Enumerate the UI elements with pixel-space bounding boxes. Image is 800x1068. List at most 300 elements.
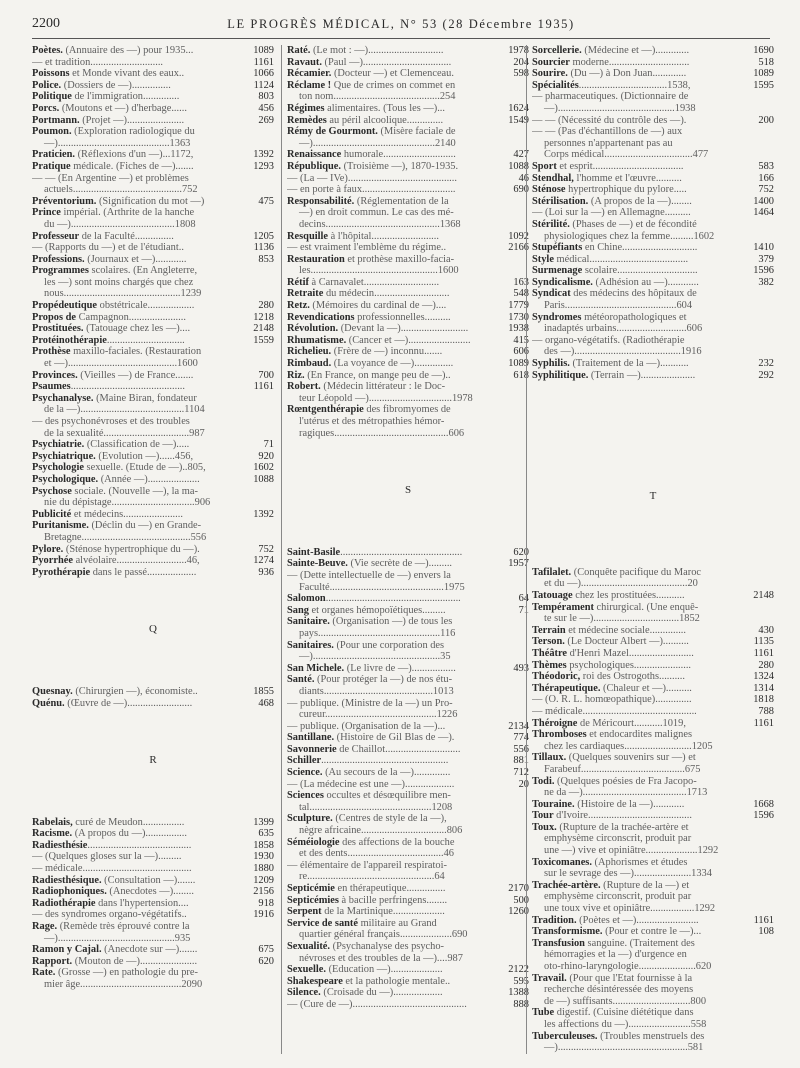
entry-description: des fibromyomes de (363, 404, 451, 416)
entry-text (287, 335, 511, 347)
entry-line (532, 880, 774, 892)
entry-line (532, 915, 774, 927)
entry-text (532, 358, 756, 370)
index-entry (532, 602, 774, 625)
entry-line (532, 660, 774, 672)
entry-continuation: ne da —)........................................1713 (544, 787, 708, 799)
entry-description: et médecins....................... (71, 508, 183, 520)
section-letter: T (649, 490, 657, 503)
entry-page-number: 1161 (753, 914, 774, 926)
entry-heading: San Michele. (287, 662, 345, 674)
entry-continuation: nègre africaine.................................806 (299, 825, 463, 837)
entry-description: — publique. (Organisation de la —)... (287, 720, 446, 732)
entry-description: — des psychonévroses et des troubles (32, 416, 190, 427)
entry-line (287, 335, 529, 347)
entry-page-number: 788 (758, 705, 774, 717)
entry-page-number: 606 (513, 346, 529, 358)
entry-line (532, 219, 774, 231)
entry-heading: Sténose (532, 184, 566, 196)
entry-line (32, 45, 274, 57)
index-entry (532, 729, 774, 752)
entry-description: roi des Ostrogoths.......... (580, 671, 685, 683)
entry-text (532, 776, 774, 788)
entry-text (532, 590, 751, 602)
entry-text (532, 288, 774, 300)
entry-text (32, 474, 251, 486)
entry-line (32, 898, 274, 910)
entry-heading: Propos de (32, 311, 76, 323)
entry-page-number: 1596 (753, 810, 774, 822)
index-entry (32, 686, 274, 698)
entry-continuation: de —) suffisants..............................800 (544, 995, 707, 1007)
entry-text (532, 752, 774, 764)
index-entry (532, 265, 774, 277)
entry-heading: Sport (532, 160, 557, 172)
entry-description: alimentaires. (Tous les —)... (324, 102, 445, 114)
index-entry (32, 698, 274, 710)
entry-page-number: 2156 (253, 886, 274, 898)
index-entry (32, 68, 274, 80)
entry-description: à l'hôpital.......................... (328, 230, 439, 242)
entry-heading: Psychologie (32, 462, 84, 474)
entry-heading: Syndicat (532, 288, 571, 300)
entry-line (287, 605, 529, 617)
entry-text (532, 567, 774, 579)
entry-page-number: 1135 (753, 636, 774, 648)
entry-line (532, 335, 774, 347)
entry-page-number: 556 (513, 743, 529, 755)
entry-line (287, 323, 529, 335)
index-entry (287, 721, 529, 733)
entry-text (32, 335, 251, 347)
entry-page-number: 493 (513, 662, 529, 674)
index-entry (32, 254, 274, 266)
entry-page-number: 204 (513, 56, 529, 68)
entry-line (287, 312, 529, 324)
index-entry (287, 616, 529, 639)
index-column-1 (32, 45, 274, 991)
index-entry (532, 683, 774, 695)
entry-page-number: 1088 (508, 160, 529, 172)
entry-description: (Rupture de la —) et (600, 879, 690, 891)
entry-page-number: 1595 (753, 79, 774, 91)
entry-text (287, 987, 506, 999)
entry-text (287, 744, 511, 756)
entry-page-number: 2148 (253, 323, 274, 335)
entry-page-number: 292 (758, 369, 774, 381)
entry-description: dans le passé................... (90, 566, 197, 578)
entry-description: (A propos de la —)........ (588, 195, 692, 207)
entry-line (287, 779, 529, 791)
entry-continuation: une toux vive et opiniâtre.................1292 (544, 903, 716, 915)
entry-page-number: 1260 (508, 906, 529, 918)
index-entry (287, 404, 529, 439)
index-entry (532, 161, 774, 173)
entry-line (32, 173, 274, 185)
entry-text (532, 683, 751, 695)
entry-line (32, 544, 274, 556)
entry-description: de la Faculté............... (79, 230, 174, 242)
entry-description: maxillo-faciales. (Restauration (70, 346, 202, 358)
entry-line (287, 813, 529, 825)
entry-description: en thérapeutique............... (334, 883, 446, 894)
entry-page-number: 1559 (253, 334, 274, 346)
entry-heading: Silence. (287, 987, 321, 999)
entry-line (287, 254, 529, 266)
entry-line (32, 567, 274, 579)
entry-line (287, 115, 529, 127)
entry-heading: Thromboses (532, 729, 587, 741)
entry-page-number: 1668 (753, 798, 774, 810)
entry-description: de Méricourt...........1019, (577, 717, 686, 729)
index-entry (32, 451, 274, 463)
entry-heading: Syndromes (532, 311, 582, 323)
entry-page-number: 1916 (253, 909, 274, 921)
index-entry (287, 744, 529, 756)
index-entry (287, 976, 529, 988)
entry-page-number: 280 (258, 300, 274, 312)
entry-description: psychologiques...................... (566, 659, 692, 671)
entry-line (287, 674, 529, 686)
entry-page-number: 166 (758, 172, 774, 184)
index-entry (532, 68, 774, 80)
entry-continuation: de la sexualité.................................987 (44, 427, 205, 439)
entry-text (32, 161, 251, 173)
entry-description: (Aphorismes et études (591, 856, 688, 868)
entry-heading: Puritanisme. (32, 520, 89, 532)
entry-text (32, 921, 274, 933)
index-entry (32, 863, 274, 875)
entry-page-number: 920 (258, 450, 274, 462)
entry-description: météoropathologiques et (581, 311, 687, 323)
entry-heading: Théodoric, (532, 671, 581, 683)
entry-heading: Professions. (32, 253, 85, 265)
entry-continuation: nie du dépistage................................906 (44, 497, 211, 509)
section-letter: R (149, 754, 157, 767)
entry-line (32, 126, 274, 138)
entry-page-number: 163 (513, 276, 529, 288)
entry-line (287, 570, 529, 582)
entry-line (287, 231, 529, 243)
entry-text (32, 462, 251, 474)
entry-continuation: —).............................................935 (44, 932, 191, 944)
entry-description: d'Henri Mazel......................... (567, 647, 694, 659)
entry-text (287, 837, 529, 849)
entry-description: (Traitement de la —)........... (569, 358, 689, 370)
entry-line (32, 474, 274, 486)
index-entry (32, 312, 274, 324)
index-entry (532, 370, 774, 382)
index-entry (532, 254, 774, 266)
entry-description: sexuelle. (Etude de —)..805, (83, 462, 206, 474)
entry-text (532, 219, 774, 231)
entry-text (532, 80, 751, 92)
entry-line (532, 938, 774, 950)
entry-heading: Professeur (32, 230, 80, 242)
entry-heading: Restauration (287, 253, 345, 265)
entry-page-number: 1088 (253, 473, 274, 485)
entry-continuation: emphysème circonscrit, produit par (544, 833, 692, 845)
entry-continuation: personnes n'appartenant pas au (544, 137, 673, 149)
entry-line (32, 381, 274, 393)
entry-line (32, 196, 274, 208)
entry-text (532, 265, 751, 277)
index-entry (287, 790, 529, 813)
entry-description: (Pour que l'Etat fournisse à la (566, 972, 693, 984)
entry-description: (Vieilles —) de France....... (77, 369, 194, 381)
entry-text (32, 439, 262, 451)
index-entry (287, 103, 529, 115)
entry-page-number: 1388 (508, 987, 529, 999)
index-entry (287, 68, 529, 80)
entry-line (287, 161, 529, 173)
entry-description: occultes et désœquilibre men- (323, 790, 451, 802)
entry-text (32, 242, 252, 254)
entry-heading: Sciences (287, 790, 324, 802)
entry-description: — en porte à faux.................................... (287, 184, 456, 196)
entry-text (287, 346, 511, 358)
entry-page-number: 1858 (253, 839, 274, 851)
entry-heading: Remèdes (287, 114, 327, 126)
entry-text (287, 323, 506, 335)
entry-description: professionnelles.......... (354, 311, 451, 323)
entry-text (32, 196, 256, 208)
entry-description: chirurgical. (Une enquê- (593, 601, 699, 613)
entry-heading: Sanitaire. (287, 616, 330, 628)
entry-description: — — (Pas d'échantillons de —) aux (532, 126, 683, 138)
entry-line (532, 718, 774, 730)
entry-heading: Thèmes (532, 659, 567, 671)
entry-line (32, 686, 274, 698)
entry-page-number: 2134 (508, 720, 529, 732)
entry-description: (Quelques poésies de Fra Jacopo- (554, 775, 697, 787)
index-entry (532, 822, 774, 857)
entry-description: (Devant la —).......................... (338, 323, 469, 335)
index-entry (532, 91, 774, 114)
entry-line (287, 941, 529, 953)
entry-description: de Chaillot............................. (336, 743, 461, 755)
entry-line (287, 964, 529, 976)
index-entry (287, 605, 529, 617)
entry-description: ..................................1538, (578, 79, 691, 91)
entry-description: — publique. (Ministre de la —) un Pro- (287, 697, 453, 709)
entry-heading: Radiophoniques. (32, 886, 107, 898)
entry-text (32, 509, 251, 521)
index-entry (532, 173, 774, 185)
entry-text (287, 115, 506, 127)
entry-line (287, 976, 529, 988)
entry-line (532, 91, 774, 103)
index-entry (32, 149, 274, 161)
entry-heading: Théâtre (532, 647, 568, 659)
entry-page-number: 1293 (253, 160, 274, 172)
entry-description: à Carnavalet............................. (308, 276, 440, 288)
entry-heading: Rate. (32, 967, 56, 979)
index-entry (32, 45, 274, 57)
entry-description: — (Rapports du —) et de l'étudiant.. (32, 242, 184, 254)
entry-heading: Touraine. (532, 798, 575, 810)
entry-description: humorale............................ (341, 149, 456, 161)
entry-heading: Savonnerie (287, 743, 337, 755)
entry-continuation: emphysème circonscrit, produit par (544, 891, 692, 903)
entry-line (287, 616, 529, 628)
entry-line (287, 721, 529, 733)
index-entry (287, 300, 529, 312)
entry-line (287, 906, 529, 918)
section-spacer (32, 578, 274, 624)
entry-text (32, 944, 256, 956)
entry-description: (Signification du mot —) (96, 195, 205, 207)
entry-text (32, 323, 251, 335)
entry-heading: Sourire. (532, 68, 568, 80)
entry-description: (Mémoires du cardinal de —).... (309, 300, 447, 312)
entry-line (532, 184, 774, 196)
entry-heading: Tube (532, 1007, 555, 1019)
entry-page-number: 232 (758, 358, 774, 370)
entry-description: .............................. (106, 334, 185, 346)
index-entry (287, 883, 529, 895)
entry-page-number: 1818 (753, 694, 774, 706)
entry-line (287, 242, 529, 254)
entry-heading: Resquille (287, 230, 328, 242)
index-entry (287, 358, 529, 370)
page-number: 2200 (32, 16, 60, 31)
entry-description: — — (En Argentine —) et problèmes (32, 172, 189, 184)
entry-text (32, 173, 274, 185)
entry-line (32, 944, 274, 956)
entry-heading: Praticien. (32, 149, 75, 161)
entry-page-number: 635 (258, 828, 274, 840)
entry-line (287, 918, 529, 930)
entry-heading: Séméiologie (287, 836, 340, 848)
entry-line (287, 558, 529, 570)
entry-heading: Saint-Basile (287, 546, 341, 558)
entry-heading: Poètes. (32, 45, 63, 56)
entry-text (287, 149, 511, 161)
index-entry (32, 91, 274, 103)
entry-page-number: 2166 (508, 242, 529, 254)
entry-page-number: 888 (513, 998, 529, 1010)
entry-page-number: 1930 (253, 851, 274, 863)
index-entry (287, 173, 529, 185)
entry-line (532, 370, 774, 382)
entry-heading: Science. (287, 767, 323, 779)
entry-description: des affections de la bouche (339, 836, 455, 848)
index-entry (287, 779, 529, 791)
entry-page-number: 620 (258, 955, 274, 967)
entry-continuation: une —) vive et opiniâtre....................1292 (544, 845, 719, 857)
entry-heading: Pyrothérapie (32, 566, 91, 578)
index-entry (287, 999, 529, 1011)
entry-description: Campagnon...................... (75, 311, 186, 323)
entry-page-number: 1392 (253, 149, 274, 161)
entry-description: (Organisation —) de tous les (329, 616, 453, 628)
entry-text (287, 381, 529, 393)
entry-heading: Rémy de Gourmont. (287, 126, 378, 138)
entry-text (532, 671, 751, 683)
entry-continuation: diants..........................................1013 (299, 685, 454, 697)
entry-description: (Maine Biran, fondateur (93, 392, 197, 404)
entry-description: — (Quelques gloses sur la —)......... (32, 851, 182, 863)
entry-line (532, 683, 774, 695)
entry-text (32, 698, 256, 710)
entry-text (287, 813, 529, 825)
entry-line (32, 921, 274, 933)
entry-line (32, 68, 274, 80)
entry-page-number: 1392 (253, 508, 274, 520)
entry-text (287, 57, 511, 69)
entry-page-number: 2122 (508, 964, 529, 976)
index-entry (532, 671, 774, 683)
entry-description: ........................................ (87, 839, 192, 851)
entry-heading: Thérapeutique. (532, 682, 601, 694)
index-entry (32, 80, 274, 92)
index-entry (32, 335, 274, 347)
entry-description: (Histoire de la —)............ (574, 798, 685, 810)
entry-continuation: ragiques............................................606 (299, 427, 465, 439)
entry-heading: Politique (32, 91, 72, 103)
entry-line (32, 231, 274, 243)
entry-description: (Le Docteur Albert —).......... (564, 636, 689, 648)
entry-description: (Frère de —) inconnu....... (331, 346, 443, 358)
entry-line (32, 242, 274, 254)
entry-line (287, 45, 529, 57)
entry-description: — organo-végétatifs. (Radiothérapie (532, 334, 685, 346)
entry-description: (Poètes et —)........................ (576, 914, 699, 926)
entry-description: (Docteur —) et Clemenceau. (331, 68, 454, 80)
index-entry (287, 277, 529, 289)
entry-line (32, 312, 274, 324)
entry-line (32, 254, 274, 266)
entry-description: (Vie secrète de —)......... (347, 558, 453, 570)
section-spacer (32, 709, 274, 755)
entry-heading: Police. (32, 79, 62, 91)
entry-heading: Sourcier (532, 56, 570, 68)
entry-page-number: 936 (258, 566, 274, 578)
entry-continuation: les.................................................1600 (299, 265, 459, 277)
entry-heading: Réclame ! (287, 79, 332, 91)
index-entry (287, 254, 529, 277)
entry-line (32, 91, 274, 103)
entry-description: (Journaux et —)............ (84, 253, 187, 265)
entry-line (32, 451, 274, 463)
entry-line (287, 755, 529, 767)
entry-description: — — (Nécessité du contrôle des —). (532, 114, 687, 126)
entry-line (287, 860, 529, 872)
entry-continuation: recherche désintéressée des moyens (544, 984, 694, 996)
entry-page-number: 675 (258, 944, 274, 956)
entry-text (532, 45, 751, 57)
entry-line (532, 288, 774, 300)
entry-heading: Sculpture. (287, 813, 333, 825)
index-entry (287, 941, 529, 964)
index-entry (287, 335, 529, 347)
entry-text (32, 686, 251, 698)
entry-heading: Récamier. (287, 68, 332, 80)
entry-heading: Ramon y Cajal. (32, 944, 102, 956)
entry-continuation: sur le sevrage des —)......................1334 (544, 868, 712, 880)
entry-description: (Remède très éprouvé contre la (57, 921, 190, 933)
entry-page-number: 1596 (753, 265, 774, 277)
entry-heading: Schiller (287, 755, 322, 767)
entry-heading: Racisme. (32, 828, 73, 840)
entry-description: — (Loi sur la —) en Allemagne.......... (532, 207, 691, 219)
entry-text (287, 906, 506, 918)
entry-line (32, 416, 274, 428)
entry-description: sanguine. (Traitement des (584, 937, 695, 949)
entry-heading: Spécialités (532, 79, 579, 91)
entry-page-number: 712 (513, 767, 529, 779)
